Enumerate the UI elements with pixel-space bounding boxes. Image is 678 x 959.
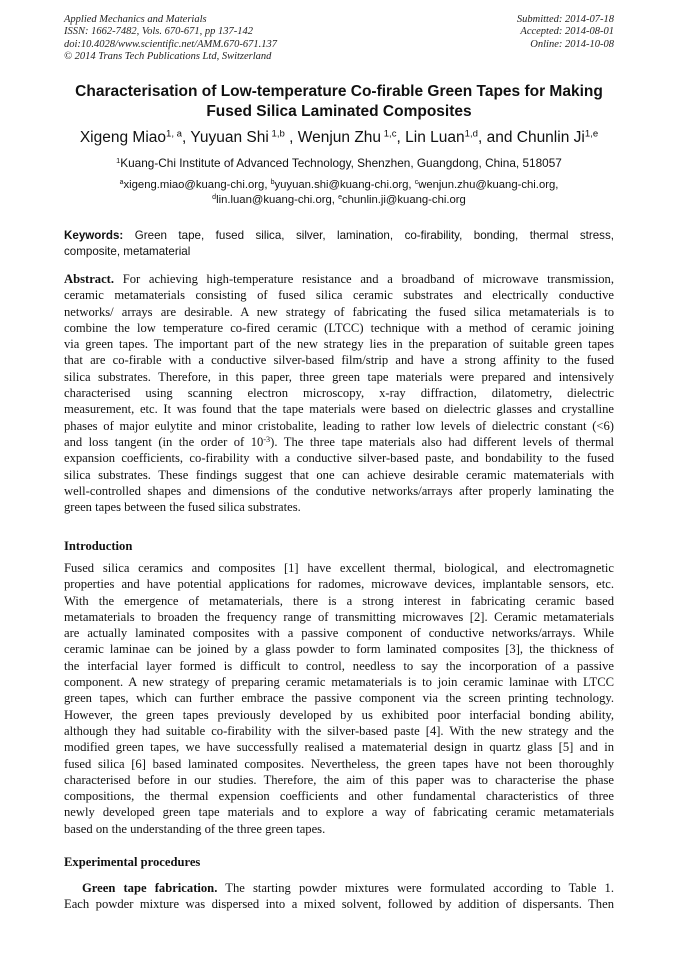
abstract-line: [64, 271, 614, 287]
author-emails: [0, 178, 678, 208]
author-name: Yuyuan Shi: [190, 129, 269, 146]
email-address[interactable]: xigeng.miao@kuang-chi.org,: [123, 179, 271, 191]
experimental-text: The starting powder mixtures were formulated according to Table 1.: [225, 881, 615, 895]
abstract-line: green tapes between the fused silica substrates.: [64, 500, 301, 515]
affiliation-text: Kuang-Chi Institute of Advanced Technology, Shenzhen, Guangdong, China, 518057: [120, 156, 562, 170]
abstract-line: combine the low temperature co-fired ceramic (LTCC) technique with a method of ceramic joining: [64, 320, 614, 335]
author-name: Wenjun Zhu: [297, 129, 382, 146]
email-marker: b: [270, 179, 275, 187]
author-affiliation-marker: 1,b: [268, 128, 285, 140]
affiliation-marker: 1: [116, 155, 121, 165]
introduction-line: Fused silica ceramics and composites [1] have excellent thermal, biological, and electromagnetic: [64, 561, 614, 575]
paper-title: [50, 82, 628, 122]
abstract-line: via green tapes. The important part of the new strategy lies in the preparation of suitable green tapes: [64, 337, 614, 352]
journal-copyright: © 2014 Trans Tech Publications Ltd, Switzerland: [64, 50, 272, 62]
paper-title-line: Characterisation of Low-temperature Co-firable Green Tapes for Making: [75, 83, 603, 100]
section-heading-introduction: Introduction: [64, 539, 133, 553]
author-list: [0, 128, 678, 148]
abstract-line: networks/ arrays are desirable. A new strategy of fabricating the fused silica metamaterials is to: [64, 304, 614, 319]
subsection-label: Green tape fabrication.: [82, 881, 218, 895]
introduction-line: based on the understanding of the three green tapes.: [64, 821, 326, 836]
introduction-line: compositions, the thermal expension coefficients and other fundamental characteristics of three: [64, 789, 614, 804]
author-separator: ,: [284, 129, 298, 146]
introduction-line: green tapes, which can further embrace the passive component via the screen printing technology.: [64, 691, 614, 706]
keywords-line: composite, metamaterial: [64, 244, 191, 258]
email-marker: c: [414, 179, 419, 187]
abstract: [64, 271, 614, 515]
journal-name: Applied Mechanics and Materials: [64, 14, 207, 25]
introduction-line: the interfacial layer formed is difficult to control, needless to say the incorporation of a passive: [64, 658, 614, 673]
author-separator: , and: [477, 129, 517, 146]
email-marker: e: [338, 194, 342, 202]
section-heading-experimental: Experimental procedures: [64, 855, 201, 869]
abstract-line: well-controlled shapes and dimensions of the condutive networks/arrays after properly laminating the: [64, 483, 614, 498]
introduction-line: although they had suitable co-firability with the silver-based paste [4]. With the new strategy and the: [64, 723, 614, 738]
email-marker: a: [119, 179, 124, 187]
email-address[interactable]: lin.luan@kuang-chi.org,: [216, 194, 339, 206]
keywords: [64, 228, 614, 259]
author-separator: ,: [396, 129, 406, 146]
abstract-text: ). The three tape materials also had different levels of thermal: [270, 434, 614, 449]
introduction-line: modified green tapes, we have successfully realised a matematerial design in quartz glass [5] and in: [64, 740, 614, 755]
author-separator: ,: [182, 129, 191, 146]
journal-issn: ISSN: 1662-7482, Vols. 670-671, pp 137-142: [64, 26, 253, 38]
author-name: Lin Luan: [405, 129, 465, 146]
journal-doi[interactable]: doi:10.4028/www.scientific.net/AMM.670-671.137: [64, 38, 277, 50]
online-date: Online: 2014-10-08: [530, 38, 614, 50]
accepted-date: Accepted: 2014-08-01: [520, 26, 614, 38]
introduction-line: characterised before in our studies. Therefore, the aim of this paper was to characterise the phase: [64, 772, 614, 787]
abstract-line: expansion coefficients, co-firability with a conductive silver-based paste, and bondability to the fused: [64, 451, 614, 466]
author-affiliation-marker: 1,c: [381, 128, 397, 140]
introduction-line: ceramic laminae can be joined by a glass powder to form laminated composites [3], the thickness of: [64, 642, 614, 657]
abstract-line: silica substrates. These findings suggest that one can achieve desirable ceramic matematerials with: [64, 467, 614, 482]
keywords-label: Keywords:: [64, 229, 124, 242]
abstract-label: Abstract.: [64, 272, 115, 286]
author-name: Chunlin Ji: [516, 129, 585, 146]
abstract-line: ceramic metamaterials consisting of fused silica ceramic substrates and electrically conductive: [64, 288, 614, 303]
author-name: Xigeng Miao: [79, 129, 167, 146]
introduction-line: newly developed green tape materials and to explore a way of fabricating ceramic metamaterials: [64, 805, 614, 820]
introduction-section: [64, 560, 614, 837]
email-marker: d: [212, 194, 217, 202]
abstract-line: that are co-firable with a conductive silver-based film/strip and have a strong affinity to the fused: [64, 353, 614, 368]
abstract-line: characterised using scanning electron microscopy, x-ray diffraction, dilatometry, dielectric: [64, 386, 614, 401]
experimental-line: Each powder mixture was dispersed into a mixed solvent, followed by addition of dispersants. Then: [64, 897, 614, 912]
email-address[interactable]: chunlin.ji@kuang-chi.org: [341, 194, 466, 206]
journal-header: [64, 14, 277, 63]
email-address[interactable]: yuyuan.shi@kuang-chi.org,: [274, 179, 415, 191]
introduction-line: component. A new strategy of preparing ceramic metamaterials is to join ceramic laminae with LTCC: [64, 675, 614, 690]
email-address[interactable]: wenjun.zhu@kuang-chi.org,: [418, 179, 559, 191]
submission-dates: [517, 14, 614, 51]
introduction-line: With the emergence of metamaterials, there is a strong interest in fabricating ceramic based: [64, 593, 614, 608]
author-affiliation-marker: 1,d: [464, 128, 478, 140]
introduction-line: However, the green tapes previously developed by us exhibited poor interfacial bonding ability,: [64, 707, 614, 722]
abstract-line: phases of major eulytite and minor cristobalite, leading to rather low levels of dielectric constant (<6): [64, 418, 614, 433]
email-line: [0, 193, 678, 208]
experimental-section: [64, 880, 614, 913]
author-affiliation-marker: 1, a: [166, 128, 183, 140]
submitted-date: Submitted: 2014-07-18: [516, 14, 614, 25]
keywords-line: [64, 228, 614, 244]
introduction-line: metamaterials to broaden the frequency range of transmitting microwaves [2]. Ceramic metamaterials: [64, 609, 614, 624]
abstract-line: silica substrates. Therefore, in this paper, three green tape materials were prepared and intensively: [64, 369, 614, 384]
paper-title-line: Fused Silica Laminated Composites: [206, 103, 472, 120]
exponent: -3: [263, 434, 271, 444]
abstract-text: and loss tangent (in the order of 10: [64, 434, 264, 449]
experimental-line: [64, 880, 614, 896]
keywords-text: Green tape, fused silica, silver, lamination, co-firability, bonding, thermal stress,: [134, 229, 614, 242]
introduction-line: fused silica [6] based laminated composites. Nevertheless, the green tapes have not been thoroughly: [64, 756, 614, 771]
abstract-text: For achieving high-temperature resistance and a broadband of microwave transmission,: [122, 272, 614, 286]
affiliation: [0, 156, 678, 171]
author-affiliation-marker: 1,e: [584, 128, 599, 140]
introduction-line: properties and have potential applications for radomes, microwave devices, implantable sensors, etc.: [64, 577, 614, 592]
abstract-line: measurement, etc. It was found that the tape materials were based on dielectric glasses and crystalline: [64, 402, 614, 417]
email-line: [0, 178, 678, 193]
introduction-line: are actually laminated composites with a passive component of conductive networks/arrays. While: [64, 626, 614, 641]
abstract-line: [64, 434, 614, 450]
